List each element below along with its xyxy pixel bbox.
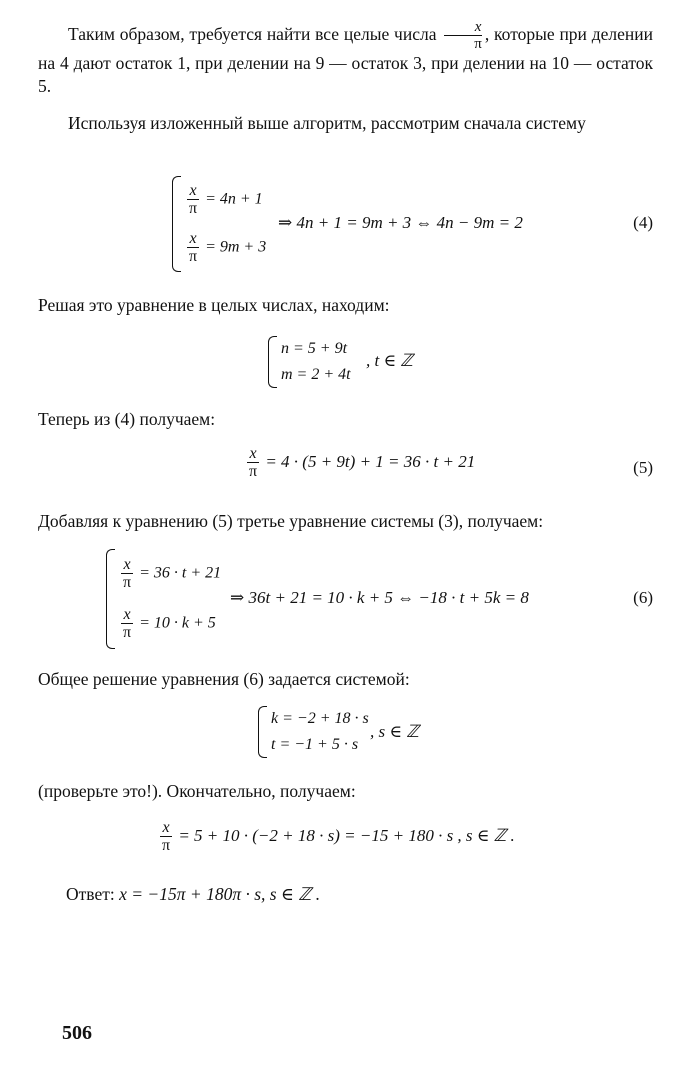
general-text: Общее решение уравнения (6) задается системой: (38, 669, 410, 689)
fraction-x-over-pi (444, 20, 482, 52)
sol2-row2: t = −1 + 5 · s (271, 736, 359, 754)
paragraph-adding (38, 510, 653, 533)
eq5-rhs: = 4 · (5 + 9t) + 1 = 36 · t + 21 (265, 451, 476, 471)
eq6-row1: $\frac{x}{\pi}$ = 36 · t + 21 (123, 556, 222, 591)
eq6-label: (6) (633, 588, 653, 607)
answer-line (66, 884, 320, 905)
paragraph-check (38, 780, 653, 803)
paragraph-solving (38, 294, 653, 317)
intro-text-start: Таким образом, требуется найти все целые числа (68, 24, 437, 45)
left-brace (106, 549, 115, 649)
answer-label: Ответ: (66, 884, 115, 904)
eq4-label: (4) (633, 213, 653, 232)
left-brace (172, 176, 181, 272)
eq4-row1: $\frac{x}{\pi}$ = 4n + 1 (189, 182, 263, 217)
eq4-implication: ⇒ 4n + 1 = 9m + 3 ⇔ 4n − 9m = 2 (278, 213, 523, 232)
solving-text: Решая это уравнение в целых числах, находим: (38, 295, 390, 315)
sol1-tail: , t ∈ ℤ (366, 351, 413, 370)
sol1-row1: n = 5 + 9t (281, 340, 348, 358)
intro-text-end: , которые при делении на 4 дают остаток 1, при делении на 9 — остаток 3, при делении на 10 — остаток 5. (38, 24, 653, 96)
paragraph-algorithm (38, 112, 653, 135)
paragraph-then (38, 408, 653, 431)
fraction-denominator: π (444, 35, 482, 52)
eq6-row2: $\frac{x}{\pi}$ = 10 · k + 5 (123, 606, 216, 641)
then-text: Теперь из (4) получаем: (38, 409, 216, 429)
system-eq4 (172, 176, 266, 272)
system-sol2 (258, 706, 369, 758)
paragraph-general (38, 668, 653, 691)
eq-final: $\frac{x}{\pi}$ = 5 + 10 · (−2 + 18 · s) = −15 + 180 · s , s ∈ ℤ . (162, 819, 515, 854)
left-brace (268, 336, 277, 388)
eq4-row2: $\frac{x}{\pi}$ = 9m + 3 (189, 230, 267, 265)
sol2-row1: k = −2 + 18 · s (271, 710, 369, 728)
check-text: (проверьте это!). Окончательно, получаем: (38, 781, 356, 801)
fraction-numerator: x (474, 19, 482, 35)
page-number: 506 (62, 1022, 92, 1044)
system-eq6 (106, 549, 221, 649)
eq-final-rhs: = 5 + 10 · (−2 + 18 · s) = −15 + 180 · s , s ∈ ℤ . (178, 825, 515, 845)
left-brace (258, 706, 267, 758)
algorithm-text: Используя изложенный выше алгоритм, рассмотрим сначала систему (68, 113, 586, 133)
eq6-implication: ⇒ 36t + 21 = 10 · k + 5 ⇔ −18 · t + 5k = 8 (230, 588, 529, 607)
answer-text: x = −15π + 180π · s, s ∈ ℤ . (119, 884, 321, 904)
adding-text: Добавляя к уравнению (5) третье уравнение системы (3), получаем: (38, 511, 544, 531)
paragraph-intro (38, 20, 653, 98)
sol1-row2: m = 2 + 4t (281, 366, 351, 384)
system-sol1 (268, 336, 351, 388)
eq5-label: (5) (633, 458, 653, 477)
eq5: $\frac{x}{\pi}$ = 4 · (5 + 9t) + 1 = 36 · t + 21 (249, 445, 476, 480)
sol2-tail: , s ∈ ℤ (370, 722, 419, 741)
